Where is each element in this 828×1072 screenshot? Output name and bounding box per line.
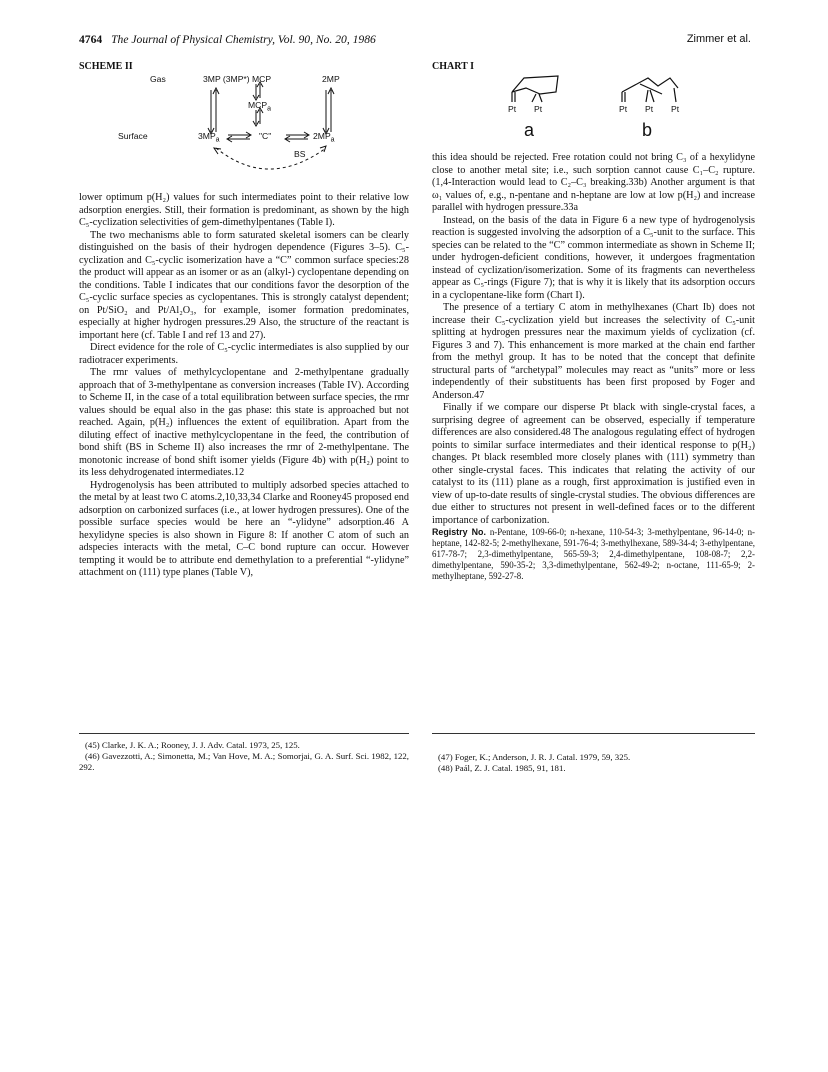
page-header [79, 33, 751, 51]
paragraph: The rmr values of methylcyclopentane and 2-methylpentane gradually approach that of 3-methylpentane as conversion increases (Table IV). According to Scheme II, in the case of a total equilibration between surface species, the rmr values should be equal also in the gas phase: this state is approached but not reached. Again, p(H₂) influences the extent of equilibration. Apart from the diluting effect of inactive methylcyclopentane in the feed, the contribution of bond shift (BS in Scheme II) also increases the rmr of 2-methylpentane. The monotonic increase of bond shift isomer yields (Figure 4b) with p(H₂) point to its less dehydrogenated intermediates.12 [79, 367, 409, 478]
paragraph: The two mechanisms able to form saturated skeletal isomers can be clearly distinguished on the basis of their hydrogen dependence (Figures 3–5). C₅-cyclization and C₅-cyclic isomerization have a “C” common surface species:28 the product will appear as an isomer or as an (alkyl-) cyclopentane depending on the conditions. Table I indicates that our conditions favor the desorption of the C₅-cyclic surface species as cyclopentanes. This is strongly catalyst dependent; on Pt/SiO₂ and Pt/Al₂O₃, for example, isomer formation predominates, especially at higher hydrogen pressures.29 Also, the structure of the reactant is important here (cf. Table I and ref 13 and 27). [79, 229, 409, 341]
right-column [432, 152, 755, 582]
chart-title: CHART I [432, 61, 474, 72]
gas-label: Gas [150, 74, 166, 84]
scheme-top-2mp: 2MP [322, 74, 340, 84]
footnotes-left [79, 740, 409, 773]
scheme-top-species: 3MP (3MP*) MCP [203, 74, 272, 84]
registry-text: n-Pentane, 109-66-0; n-hexane, 110-54-3; 3-methylpentane, 96-14-0; n-heptane, 142-82-5; 2-methylhexane, 591-76-4; 3-methylhexane, 589-34-4; 3-ethylpentane, 617-78-7; 2,3-dimethylpentane, 565-59-3; 2,4-dimethylpentane, 108-08-7; 2,2-dimethylpentane, 590-35-2; 3,3-dimethylpentane, 562-49-2; n-octane, 111-65-9; 2-methylheptane, 592-27-8. [432, 527, 755, 581]
surface-label: Surface [118, 131, 148, 141]
paragraph: Direct evidence for the role of C₅-cyclic intermediates is also supplied by our radiotracer experiments. [79, 342, 409, 366]
chart-structures [500, 72, 720, 152]
journal-citation: The Journal of Physical Chemistry, Vol. 90, No. 20, 1986 [111, 33, 376, 46]
structure-label-a: a [524, 120, 535, 140]
paragraph: Finally if we compare our disperse Pt black with single-crystal faces, a surprising degree of agreement can be observed, especially if temperature differences are also considered.48 The analogous regulating effect of hydrogen points to similar surface intermediates and their identical response to p(H₂) changes. Pt black resembled more closely planes with (111) symmetry than other single-crystal faces. This indicates that relating the activity of our catalyst to its (111) plane as a rough, first approximation is justified even in view of up-to-date results of single-crystal studies. The obvious differences are due either to structures not present in well-defined faces or to the different importance of carbonization. [432, 402, 755, 526]
structure-label-b: b [642, 120, 653, 140]
footnote: (45) Clarke, J. K. A.; Rooney, J. J. Adv. Catal. 1973, 25, 125. [85, 740, 300, 750]
scheme-c-species: "C" [259, 131, 272, 141]
scheme-2mpa: $2MP_a$ [313, 131, 335, 144]
header-left [79, 33, 376, 46]
paragraph: lower optimum p(H₂) values for such intermediates point to their relative low adsorption energies. Still, their formation is predominant, as shown by the high C₅-cyclization selectivities of gem-dimethylpentanes (Table I). [79, 192, 409, 228]
footnote: (48) Paál, Z. J. Catal. 1985, 91, 181. [438, 763, 566, 773]
paragraph: The presence of a tertiary C atom in methylhexanes (Chart Ib) does not increase their C₅-cyclization yield but increases the selectivity of C₅-unit splitting at hydrogen pressures near the maximum yields of cyclization (cf. Figures 3 and 7). This enhancement is more marked at the chain end farther from the methyl group. It has to be noted that the concept that definite structural parts of “archetypal” molecules may react as “units” more or less independently of their substituents has been first proposed by Foger and Anderson.47 [432, 302, 755, 401]
scheme-mcpa: $MCP_a$ [248, 100, 272, 113]
pt-label-b2: Pt [645, 104, 654, 114]
running-authors: Zimmer et al. [686, 33, 751, 45]
pt-label-b3: Pt [671, 104, 680, 114]
scheme-3mpa: $3MP_a$ [198, 131, 220, 144]
footnotes-right [432, 752, 755, 774]
paragraph: this idea should be rejected. Free rotation could not bring C₃ of a hexylidyne close to another metal site; i.e., such sorption cannot cause C₁–C₂ rupture. (1,4-Interaction would lead to C₂–C₃ breaking.33b) Another argument is that ω₁ values of, e.g., n-pentane and n-heptane are low at low p(H₂) and increase parallel with hydrogen pressure.33a [432, 152, 755, 213]
footnote-rule-left [79, 733, 409, 734]
footnote-rule-right [432, 733, 755, 734]
scheme-diagram [108, 72, 378, 184]
paragraph: Hydrogenolysis has been attributed to multiply adsorbed species attached to the metal by at least two C atoms.2,10,33,34 Clarke and Rooney45 proposed end adsorption on carbonized surfaces (i.e., at lower hydrogen pressures). One of the possible surface species would be here an “-ylidyne” adsorption.46 A hexylidyne species is also shown in Figure 8: If another C atom of such an adspecies interacts with the metal, C–C bond rupture can occur. However tempting it would be to attribute end demethylation to a preferential “-ylidyne” attachment on (111) type planes (Table V), [79, 479, 409, 578]
footnote: (47) Foger, K.; Anderson, J. R. J. Catal. 1979, 59, 325. [438, 752, 631, 762]
pt-label-a1: Pt [508, 104, 517, 114]
scheme-title: SCHEME II [79, 61, 133, 72]
registry-label: Registry No. [432, 527, 486, 537]
footnote: (46) Gavezzotti, A.; Simonetta, M.; Van Hove, M. A.; Somorjai, G. A. Surf. Sci. 1982, 122, 292. [79, 751, 409, 772]
pt-label-b1: Pt [619, 104, 628, 114]
pt-label-a2: Pt [534, 104, 543, 114]
registry-numbers [432, 527, 755, 582]
page-number: 4764 [79, 33, 103, 46]
scheme-arrows [108, 72, 378, 184]
scheme-bs: BS [294, 149, 306, 159]
paragraph: Instead, on the basis of the data in Figure 6 a new type of hydrogenolysis reaction is suggested involving the adsorption of a C₅-unit to the surface. This species can be related to the “C” common intermediate as shown in Scheme II; under hydrogen-deficient conditions, however, it undergoes fragmentation instead of cyclization/isomerization. Some of its fragments can nevertheless appear as C₅-rings (Figure 7); that is why it is likely that its adsorption occurs in a cyclopentane-like form (Chart I). [432, 214, 755, 301]
left-column [79, 192, 409, 580]
